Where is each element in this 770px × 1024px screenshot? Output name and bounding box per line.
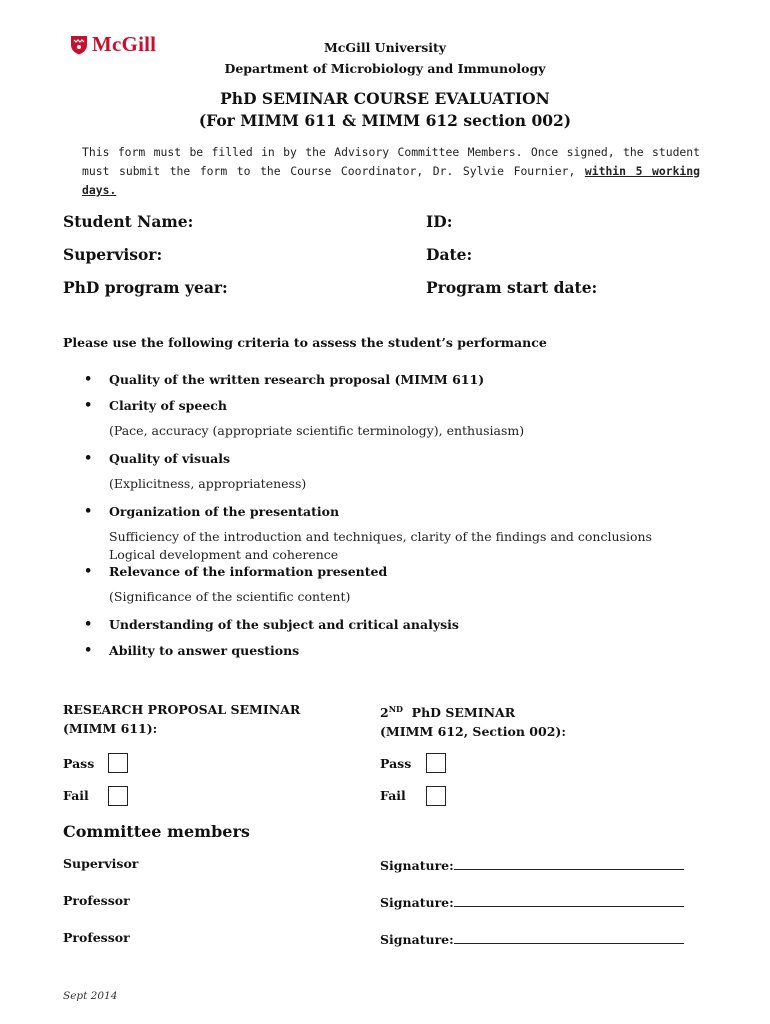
date-field[interactable]: Date: — [426, 245, 473, 264]
committee-role: Supervisor — [63, 856, 139, 871]
left-pass-label: Pass — [63, 756, 95, 771]
left-fail-label: Fail — [63, 788, 89, 803]
signature-line[interactable] — [454, 856, 684, 870]
criteria-item — [82, 398, 722, 440]
program-year-field[interactable]: PhD program year: — [63, 278, 228, 297]
criteria-item-detail: Logical development and coherence — [109, 547, 339, 562]
form-subtitle: (For MIMM 611 & MIMM 612 section 002) — [198, 111, 572, 130]
criteria-item-label: Quality of the written research proposal (MIMM 611) — [109, 372, 485, 387]
committee-role: Professor — [63, 893, 130, 908]
seminar-left-line2: (MIMM 611): — [63, 721, 158, 736]
left-pass-checkbox[interactable] — [108, 753, 128, 773]
seminar-left-line1: RESEARCH PROPOSAL SEMINAR — [63, 702, 301, 717]
instructions-text: This form must be filled in by the Advisory Committee Members. Once signed, the student must submit the form to the Course Coordinator, Dr. Sylvie Fournier, — [82, 145, 700, 178]
criteria-item-label: Understanding of the subject and critical analysis — [109, 617, 459, 632]
supervisor-field[interactable]: Supervisor: — [63, 245, 163, 264]
signature-label: Signature: — [380, 895, 454, 910]
criteria-item — [82, 617, 722, 632]
criteria-item-label: Clarity of speech — [109, 398, 227, 413]
signature-row[interactable] — [380, 856, 684, 873]
right-pass-label: Pass — [380, 756, 412, 771]
research-proposal-seminar-heading — [63, 700, 300, 738]
criteria-item-detail: (Pace, accuracy (appropriate scientific terminology), enthusiasm) — [109, 423, 525, 438]
signature-line[interactable] — [454, 930, 684, 944]
criteria-item-label: Ability to answer questions — [109, 643, 300, 658]
right-fail-label: Fail — [380, 788, 406, 803]
footer-date: Sept 2014 — [63, 990, 118, 1002]
seminar-right-line2: (MIMM 612, Section 002): — [380, 724, 566, 740]
criteria-list — [82, 372, 722, 658]
criteria-item — [82, 504, 722, 564]
criteria-item-label: Organization of the presentation — [109, 504, 340, 519]
second-phd-seminar-heading — [380, 700, 566, 741]
criteria-item-label: Relevance of the information presented — [109, 564, 388, 579]
committee-heading: Committee members — [63, 822, 250, 841]
deadline-emphasis: within 5 working days. — [82, 164, 700, 197]
seminar-right-line1: PhD SEMINAR — [411, 705, 516, 721]
form-title: PhD SEMINAR COURSE EVALUATION — [220, 89, 550, 108]
university-name: McGill University — [323, 40, 447, 55]
criteria-item-detail: Sufficiency of the introduction and techniques, clarity of the findings and conclusions — [109, 529, 652, 544]
logo-wordmark: McGill — [92, 32, 157, 56]
student-name-field[interactable]: Student Name: — [63, 212, 194, 231]
criteria-item — [82, 372, 722, 387]
signature-row[interactable] — [380, 893, 684, 910]
right-fail-checkbox[interactable] — [426, 786, 446, 806]
criteria-item — [82, 451, 722, 493]
signature-label: Signature: — [380, 932, 454, 947]
right-pass-checkbox[interactable] — [426, 753, 446, 773]
criteria-item — [82, 643, 722, 658]
seminar-number: 2 — [380, 705, 389, 721]
id-field[interactable]: ID: — [426, 212, 453, 231]
seminar-ordinal-suffix: ND — [388, 704, 403, 714]
signature-row[interactable] — [380, 930, 684, 947]
criteria-item-label: Quality of visuals — [109, 451, 231, 466]
signature-line[interactable] — [454, 893, 684, 907]
criteria-item-detail: (Explicitness, appropriateness) — [109, 476, 307, 491]
program-start-date-field[interactable]: Program start date: — [426, 278, 598, 297]
instructions-paragraph — [82, 143, 700, 200]
left-fail-checkbox[interactable] — [108, 786, 128, 806]
signature-label: Signature: — [380, 858, 454, 873]
criteria-item-detail: (Significance of the scientific content) — [109, 589, 351, 604]
criteria-item — [82, 564, 722, 606]
criteria-heading: Please use the following criteria to assess the student’s performance — [63, 335, 547, 350]
committee-role: Professor — [63, 930, 130, 945]
department-name: Department of Microbiology and Immunology — [224, 61, 546, 76]
